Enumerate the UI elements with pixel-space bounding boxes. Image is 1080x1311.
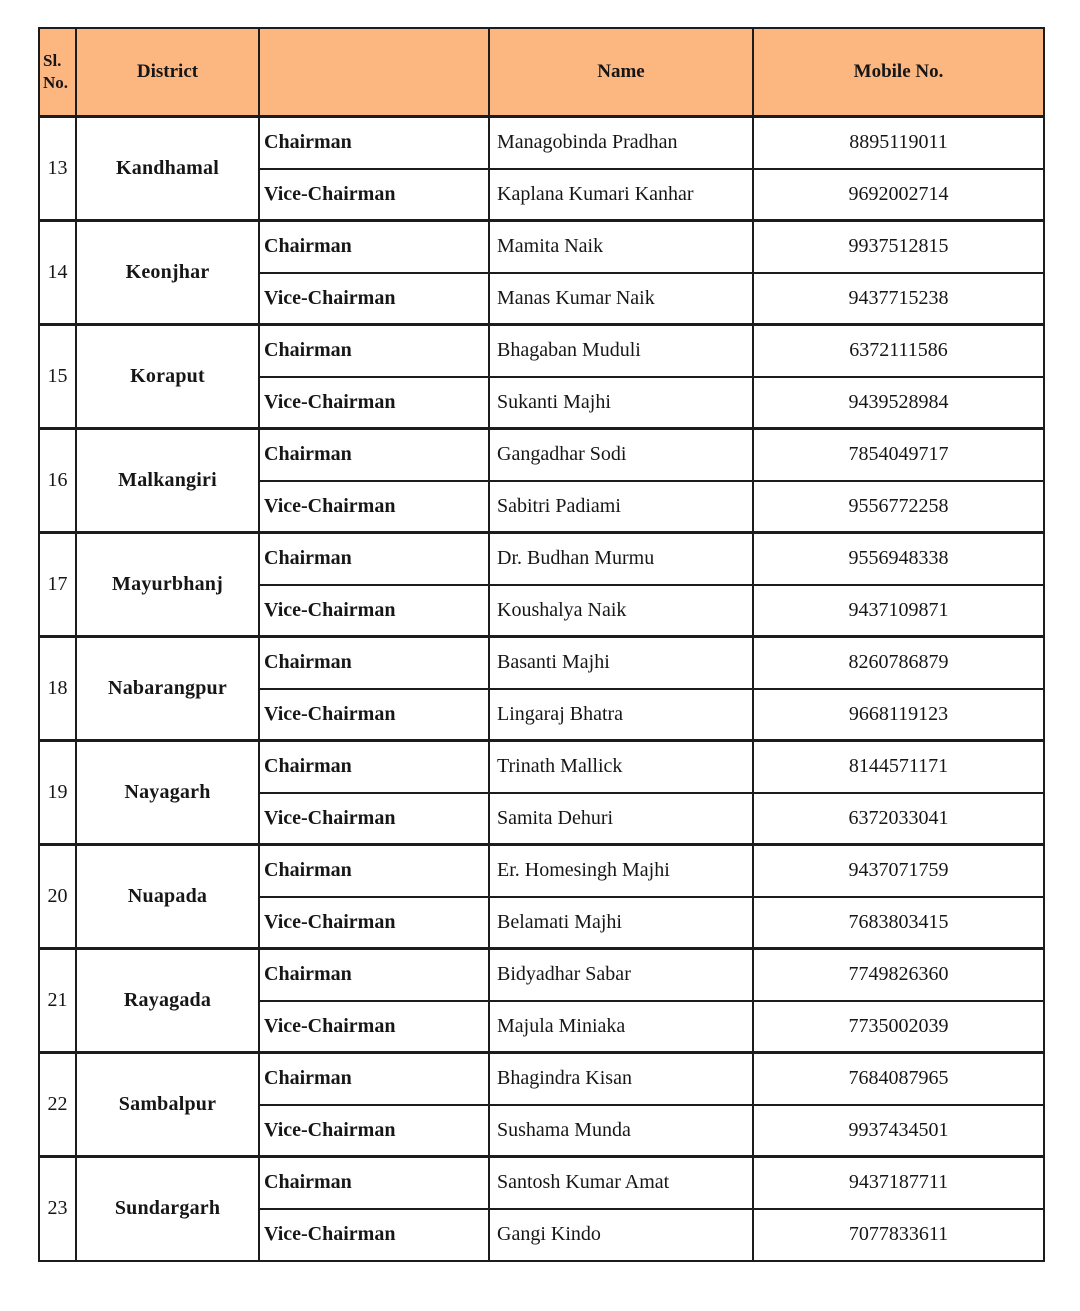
name-cell: Gangadhar Sodi: [489, 429, 753, 481]
name-cell: Dr. Budhan Murmu: [489, 533, 753, 585]
role-cell: Vice-Chairman: [259, 481, 489, 533]
sl-no-cell: 20: [39, 845, 76, 949]
header-row: [39, 28, 1044, 117]
role-cell: Vice-Chairman: [259, 897, 489, 949]
name-cell: Kaplana Kumari Kanhar: [489, 169, 753, 221]
role-cell: Chairman: [259, 429, 489, 481]
name-cell: Bhagaban Muduli: [489, 325, 753, 377]
name-cell: Majula Miniaka: [489, 1001, 753, 1053]
mobile-cell: 6372111586: [753, 325, 1044, 377]
role-cell: Vice-Chairman: [259, 377, 489, 429]
district-cell: Nuapada: [76, 845, 259, 949]
role-cell: Vice-Chairman: [259, 273, 489, 325]
district-cell: Sundargarh: [76, 1157, 259, 1261]
role-cell: Vice-Chairman: [259, 169, 489, 221]
district-cell: Mayurbhanj: [76, 533, 259, 637]
mobile-cell: 7683803415: [753, 897, 1044, 949]
role-cell: Vice-Chairman: [259, 793, 489, 845]
table-row: [39, 1157, 1044, 1209]
role-cell: Chairman: [259, 1157, 489, 1209]
table-header: [39, 28, 1044, 117]
name-cell: Basanti Majhi: [489, 637, 753, 689]
name-cell: Bhagindra Kisan: [489, 1053, 753, 1105]
officials-table: [38, 27, 1045, 1262]
sl-no-cell: 14: [39, 221, 76, 325]
name-cell: Bidyadhar Sabar: [489, 949, 753, 1001]
role-cell: Chairman: [259, 221, 489, 273]
table-row: [39, 117, 1044, 169]
table-row: [39, 533, 1044, 585]
mobile-cell: 8895119011: [753, 117, 1044, 169]
name-cell: Manas Kumar Naik: [489, 273, 753, 325]
mobile-cell: 9556948338: [753, 533, 1044, 585]
district-cell: Nayagarh: [76, 741, 259, 845]
mobile-cell: 6372033041: [753, 793, 1044, 845]
name-cell: Er. Homesingh Majhi: [489, 845, 753, 897]
name-cell: Sushama Munda: [489, 1105, 753, 1157]
table-row: [39, 221, 1044, 273]
mobile-cell: 9937512815: [753, 221, 1044, 273]
role-cell: Chairman: [259, 949, 489, 1001]
table-row: [39, 637, 1044, 689]
role-cell: Vice-Chairman: [259, 1209, 489, 1261]
name-cell: Sukanti Majhi: [489, 377, 753, 429]
mobile-cell: 9692002714: [753, 169, 1044, 221]
table-row: [39, 429, 1044, 481]
table-row: [39, 741, 1044, 793]
header-cell-name: Name: [489, 28, 753, 117]
role-cell: Chairman: [259, 845, 489, 897]
role-cell: Vice-Chairman: [259, 689, 489, 741]
mobile-cell: 7854049717: [753, 429, 1044, 481]
district-cell: Keonjhar: [76, 221, 259, 325]
mobile-cell: 9437715238: [753, 273, 1044, 325]
sl-no-cell: 15: [39, 325, 76, 429]
name-cell: Belamati Majhi: [489, 897, 753, 949]
name-cell: Santosh Kumar Amat: [489, 1157, 753, 1209]
sl-no-cell: 18: [39, 637, 76, 741]
table-row: [39, 325, 1044, 377]
name-cell: Gangi Kindo: [489, 1209, 753, 1261]
mobile-cell: 9937434501: [753, 1105, 1044, 1157]
table-body: [39, 117, 1044, 1261]
district-cell: Kandhamal: [76, 117, 259, 221]
sl-no-cell: 21: [39, 949, 76, 1053]
name-cell: Lingaraj Bhatra: [489, 689, 753, 741]
header-sl-line2: No.: [43, 73, 69, 92]
district-cell: Rayagada: [76, 949, 259, 1053]
name-cell: Samita Dehuri: [489, 793, 753, 845]
district-cell: Nabarangpur: [76, 637, 259, 741]
name-cell: Koushalya Naik: [489, 585, 753, 637]
sl-no-cell: 19: [39, 741, 76, 845]
name-cell: Mamita Naik: [489, 221, 753, 273]
role-cell: Chairman: [259, 325, 489, 377]
role-cell: Chairman: [259, 117, 489, 169]
role-cell: Chairman: [259, 533, 489, 585]
mobile-cell: 8260786879: [753, 637, 1044, 689]
district-cell: Malkangiri: [76, 429, 259, 533]
header-cell-role: [259, 28, 489, 117]
sl-no-cell: 22: [39, 1053, 76, 1157]
mobile-cell: 9437071759: [753, 845, 1044, 897]
header-cell-sl-no: [39, 28, 76, 117]
sl-no-cell: 17: [39, 533, 76, 637]
role-cell: Vice-Chairman: [259, 585, 489, 637]
mobile-cell: 9556772258: [753, 481, 1044, 533]
mobile-cell: 8144571171: [753, 741, 1044, 793]
name-cell: Sabitri Padiami: [489, 481, 753, 533]
role-cell: Vice-Chairman: [259, 1001, 489, 1053]
district-cell: Koraput: [76, 325, 259, 429]
name-cell: Trinath Mallick: [489, 741, 753, 793]
header-cell-mobile: Mobile No.: [753, 28, 1044, 117]
table-row: [39, 1053, 1044, 1105]
mobile-cell: 9437109871: [753, 585, 1044, 637]
district-cell: Sambalpur: [76, 1053, 259, 1157]
table-row: [39, 949, 1044, 1001]
sl-no-cell: 16: [39, 429, 76, 533]
role-cell: Chairman: [259, 637, 489, 689]
mobile-cell: 9437187711: [753, 1157, 1044, 1209]
name-cell: Managobinda Pradhan: [489, 117, 753, 169]
role-cell: Chairman: [259, 1053, 489, 1105]
sl-no-cell: 13: [39, 117, 76, 221]
mobile-cell: 9439528984: [753, 377, 1044, 429]
mobile-cell: 7749826360: [753, 949, 1044, 1001]
mobile-cell: 7077833611: [753, 1209, 1044, 1261]
header-sl-line1: Sl.: [43, 50, 62, 70]
mobile-cell: 9668119123: [753, 689, 1044, 741]
mobile-cell: 7735002039: [753, 1001, 1044, 1053]
table-row: [39, 845, 1044, 897]
sl-no-cell: 23: [39, 1157, 76, 1261]
role-cell: Vice-Chairman: [259, 1105, 489, 1157]
header-cell-district: District: [76, 28, 259, 117]
mobile-cell: 7684087965: [753, 1053, 1044, 1105]
role-cell: Chairman: [259, 741, 489, 793]
